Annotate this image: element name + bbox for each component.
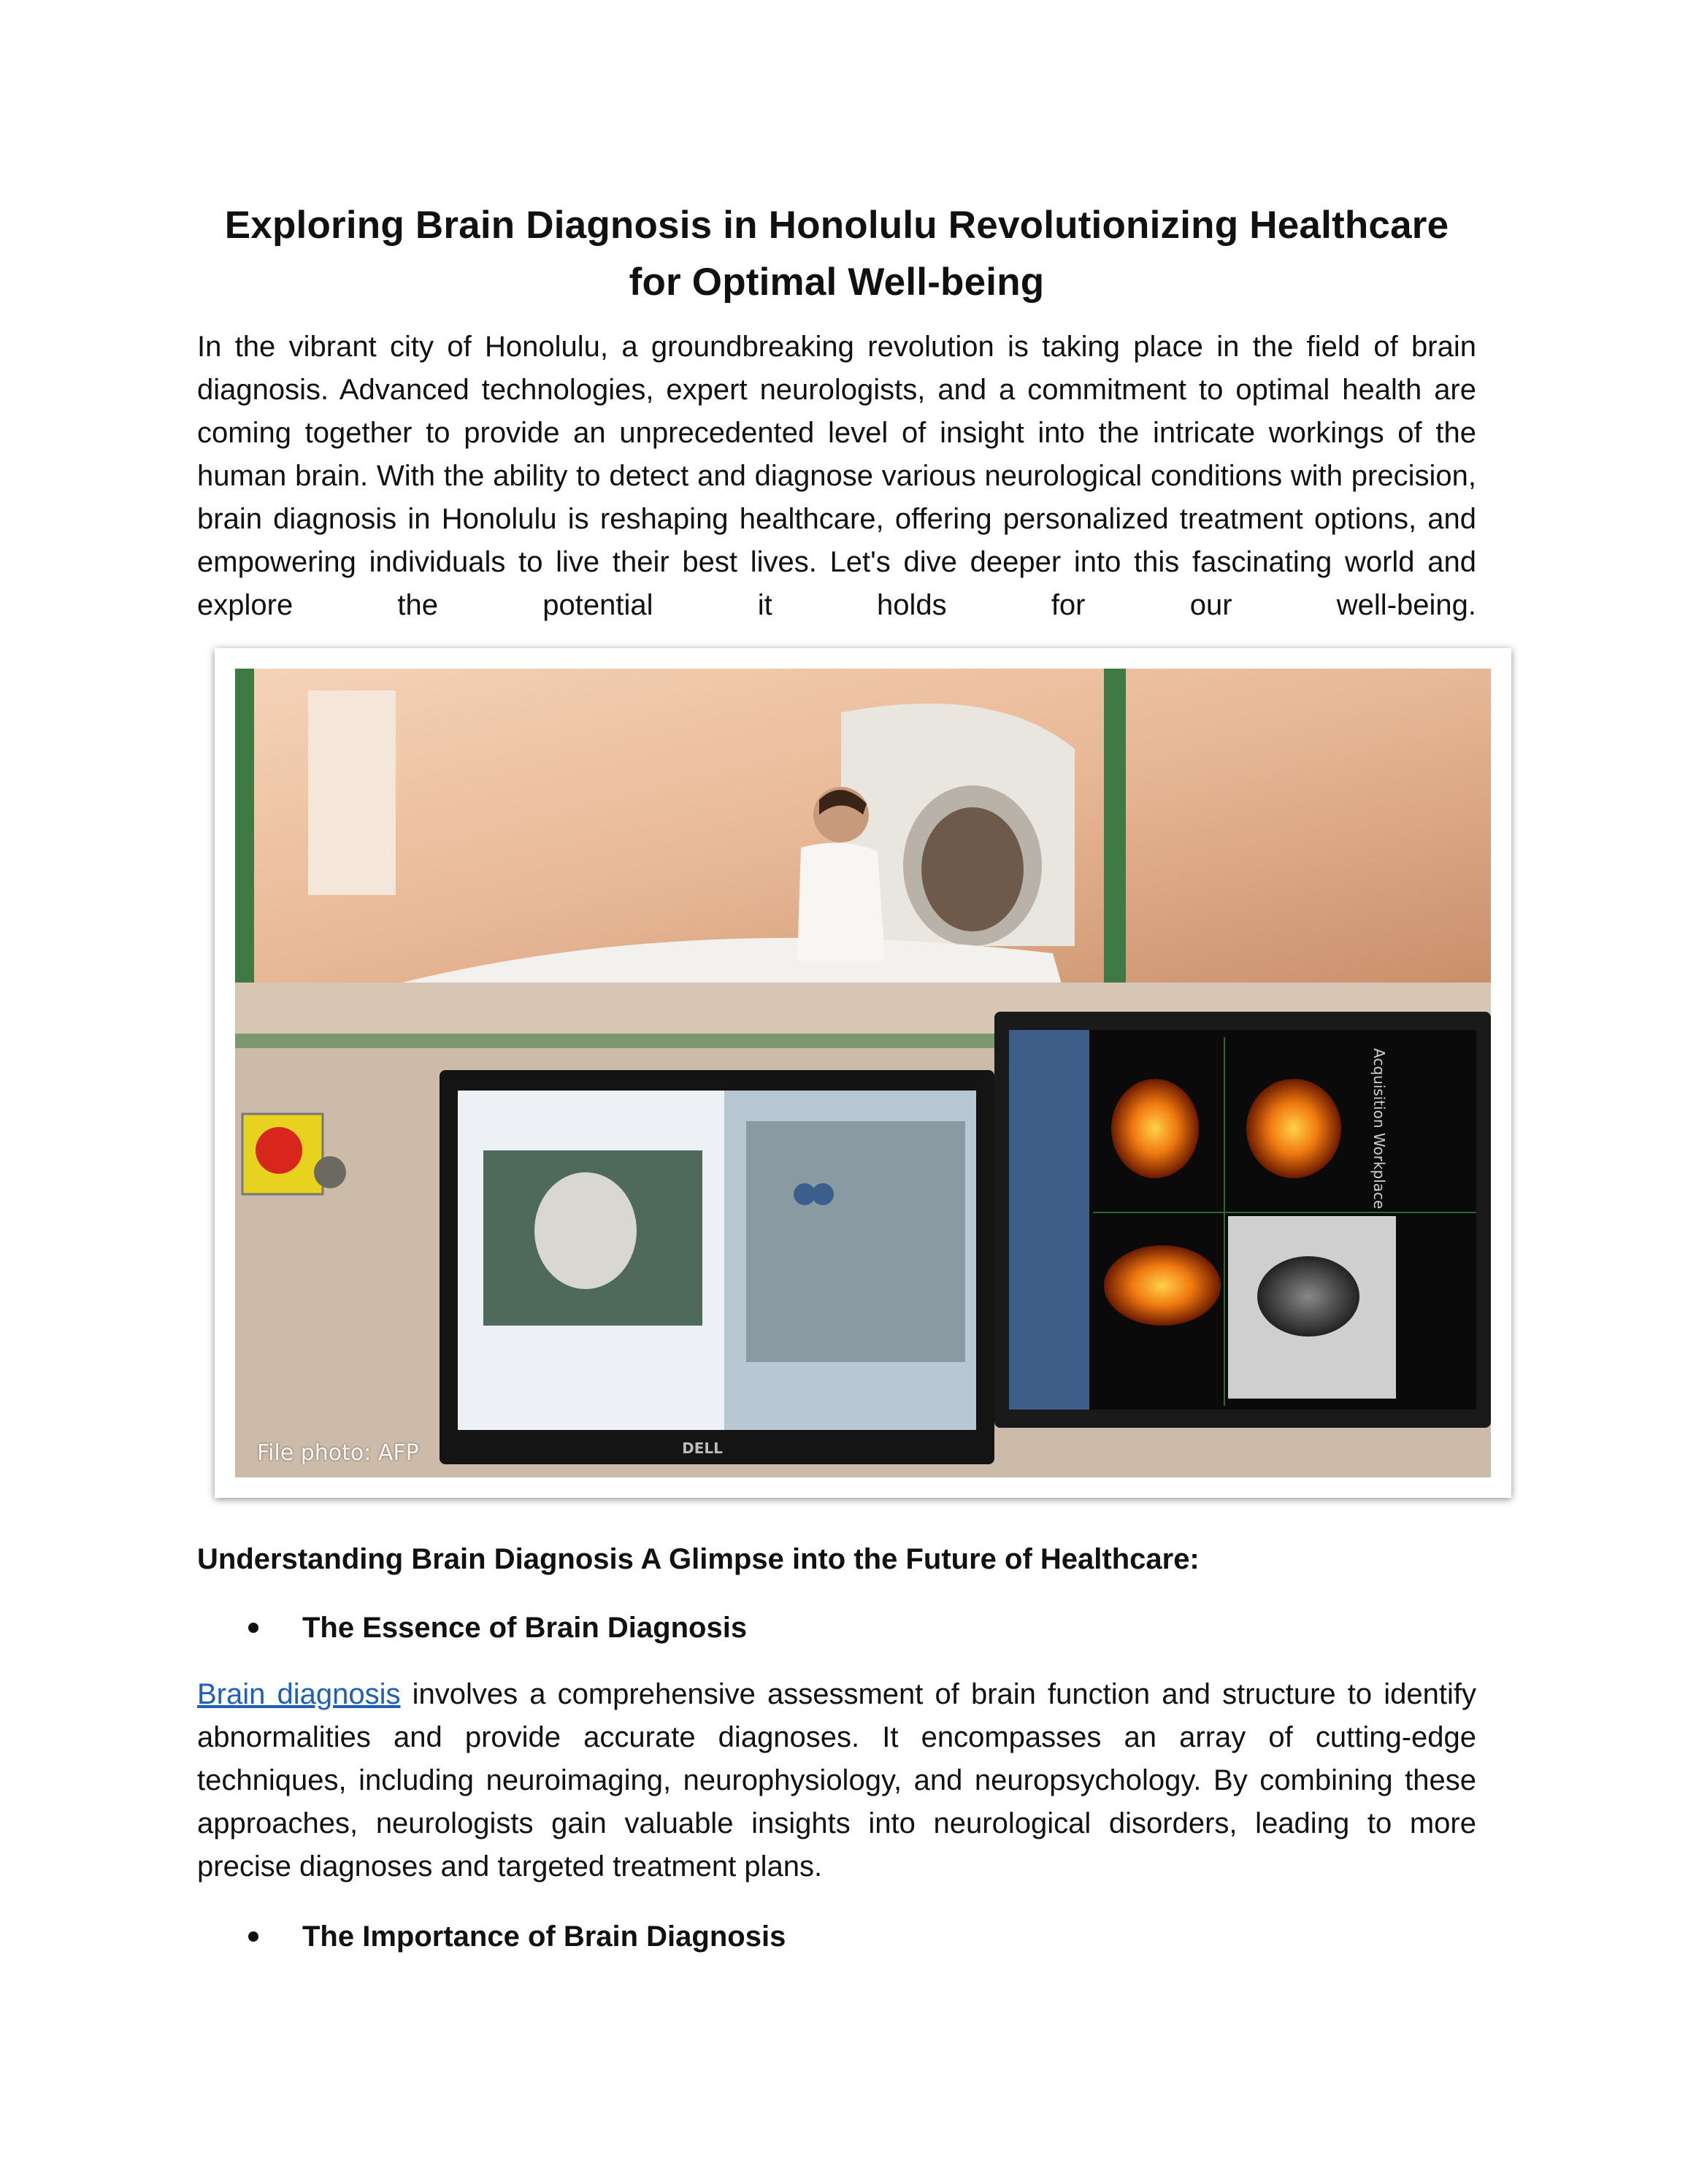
- bullet-essence: [197, 1607, 1476, 1648]
- article-figure: [215, 648, 1511, 1498]
- article-header: [197, 197, 1476, 627]
- section-heading: Understanding Brain Diagnosis A Glimpse into the Future of Healthcare:: [197, 1543, 1200, 1575]
- brain-diagnosis-link[interactable]: Brain diagnosis: [197, 1678, 401, 1710]
- page-title: Exploring Brain Diagnosis in Honolulu Revolutionizing Healthcare for Optimal Well-being: [224, 204, 1449, 304]
- bullet-icon: [248, 1931, 258, 1942]
- photo-caption: File photo: AFP: [257, 1440, 419, 1466]
- bullet-icon: [248, 1623, 258, 1633]
- essence-paragraph: [197, 1673, 1476, 1888]
- monitor-brand: DELL: [682, 1439, 723, 1457]
- essence-paragraph-text: involves a comprehensive assessment of brain function and structure to identify abnormalities and provide accurate diagnoses. It encompasses an array of cutting-edge techniques, including neuroimaging, neurophysiology, and neuropsychology. By combining these approaches, neurologists gain valuable insights into neurological disorders, leading to more precise diagnoses and targeted treatment plans.: [197, 1678, 1477, 1883]
- screen-label: Acquisition Workplace: [1370, 1048, 1388, 1210]
- mri-photo: [235, 669, 1491, 1477]
- bullet-label: The Importance of Brain Diagnosis: [302, 1920, 786, 1953]
- bullet-label: The Essence of Brain Diagnosis: [302, 1612, 748, 1644]
- intro-paragraph: In the vibrant city of Honolulu, a groundbreaking revolution is taking place in the field of brain diagnosis. Advanced technologies, expert neurologists, and a commitment to optimal health are coming together to provide an unprecedented level of insight into the intricate workings of the human brain. With the ability to detect and diagnose various neurological conditions with precision, brain diagnosis in Honolulu is reshaping healthcare, offering personalized treatment options, and empowering individuals to live their best lives. Let's dive deeper into this fascinating world and explore the potential it holds for our well-being.: [197, 331, 1476, 621]
- bullet-importance: [197, 1916, 1476, 1957]
- section-understanding: [197, 1539, 1476, 1957]
- mri-photo-illustration: [235, 669, 1491, 1477]
